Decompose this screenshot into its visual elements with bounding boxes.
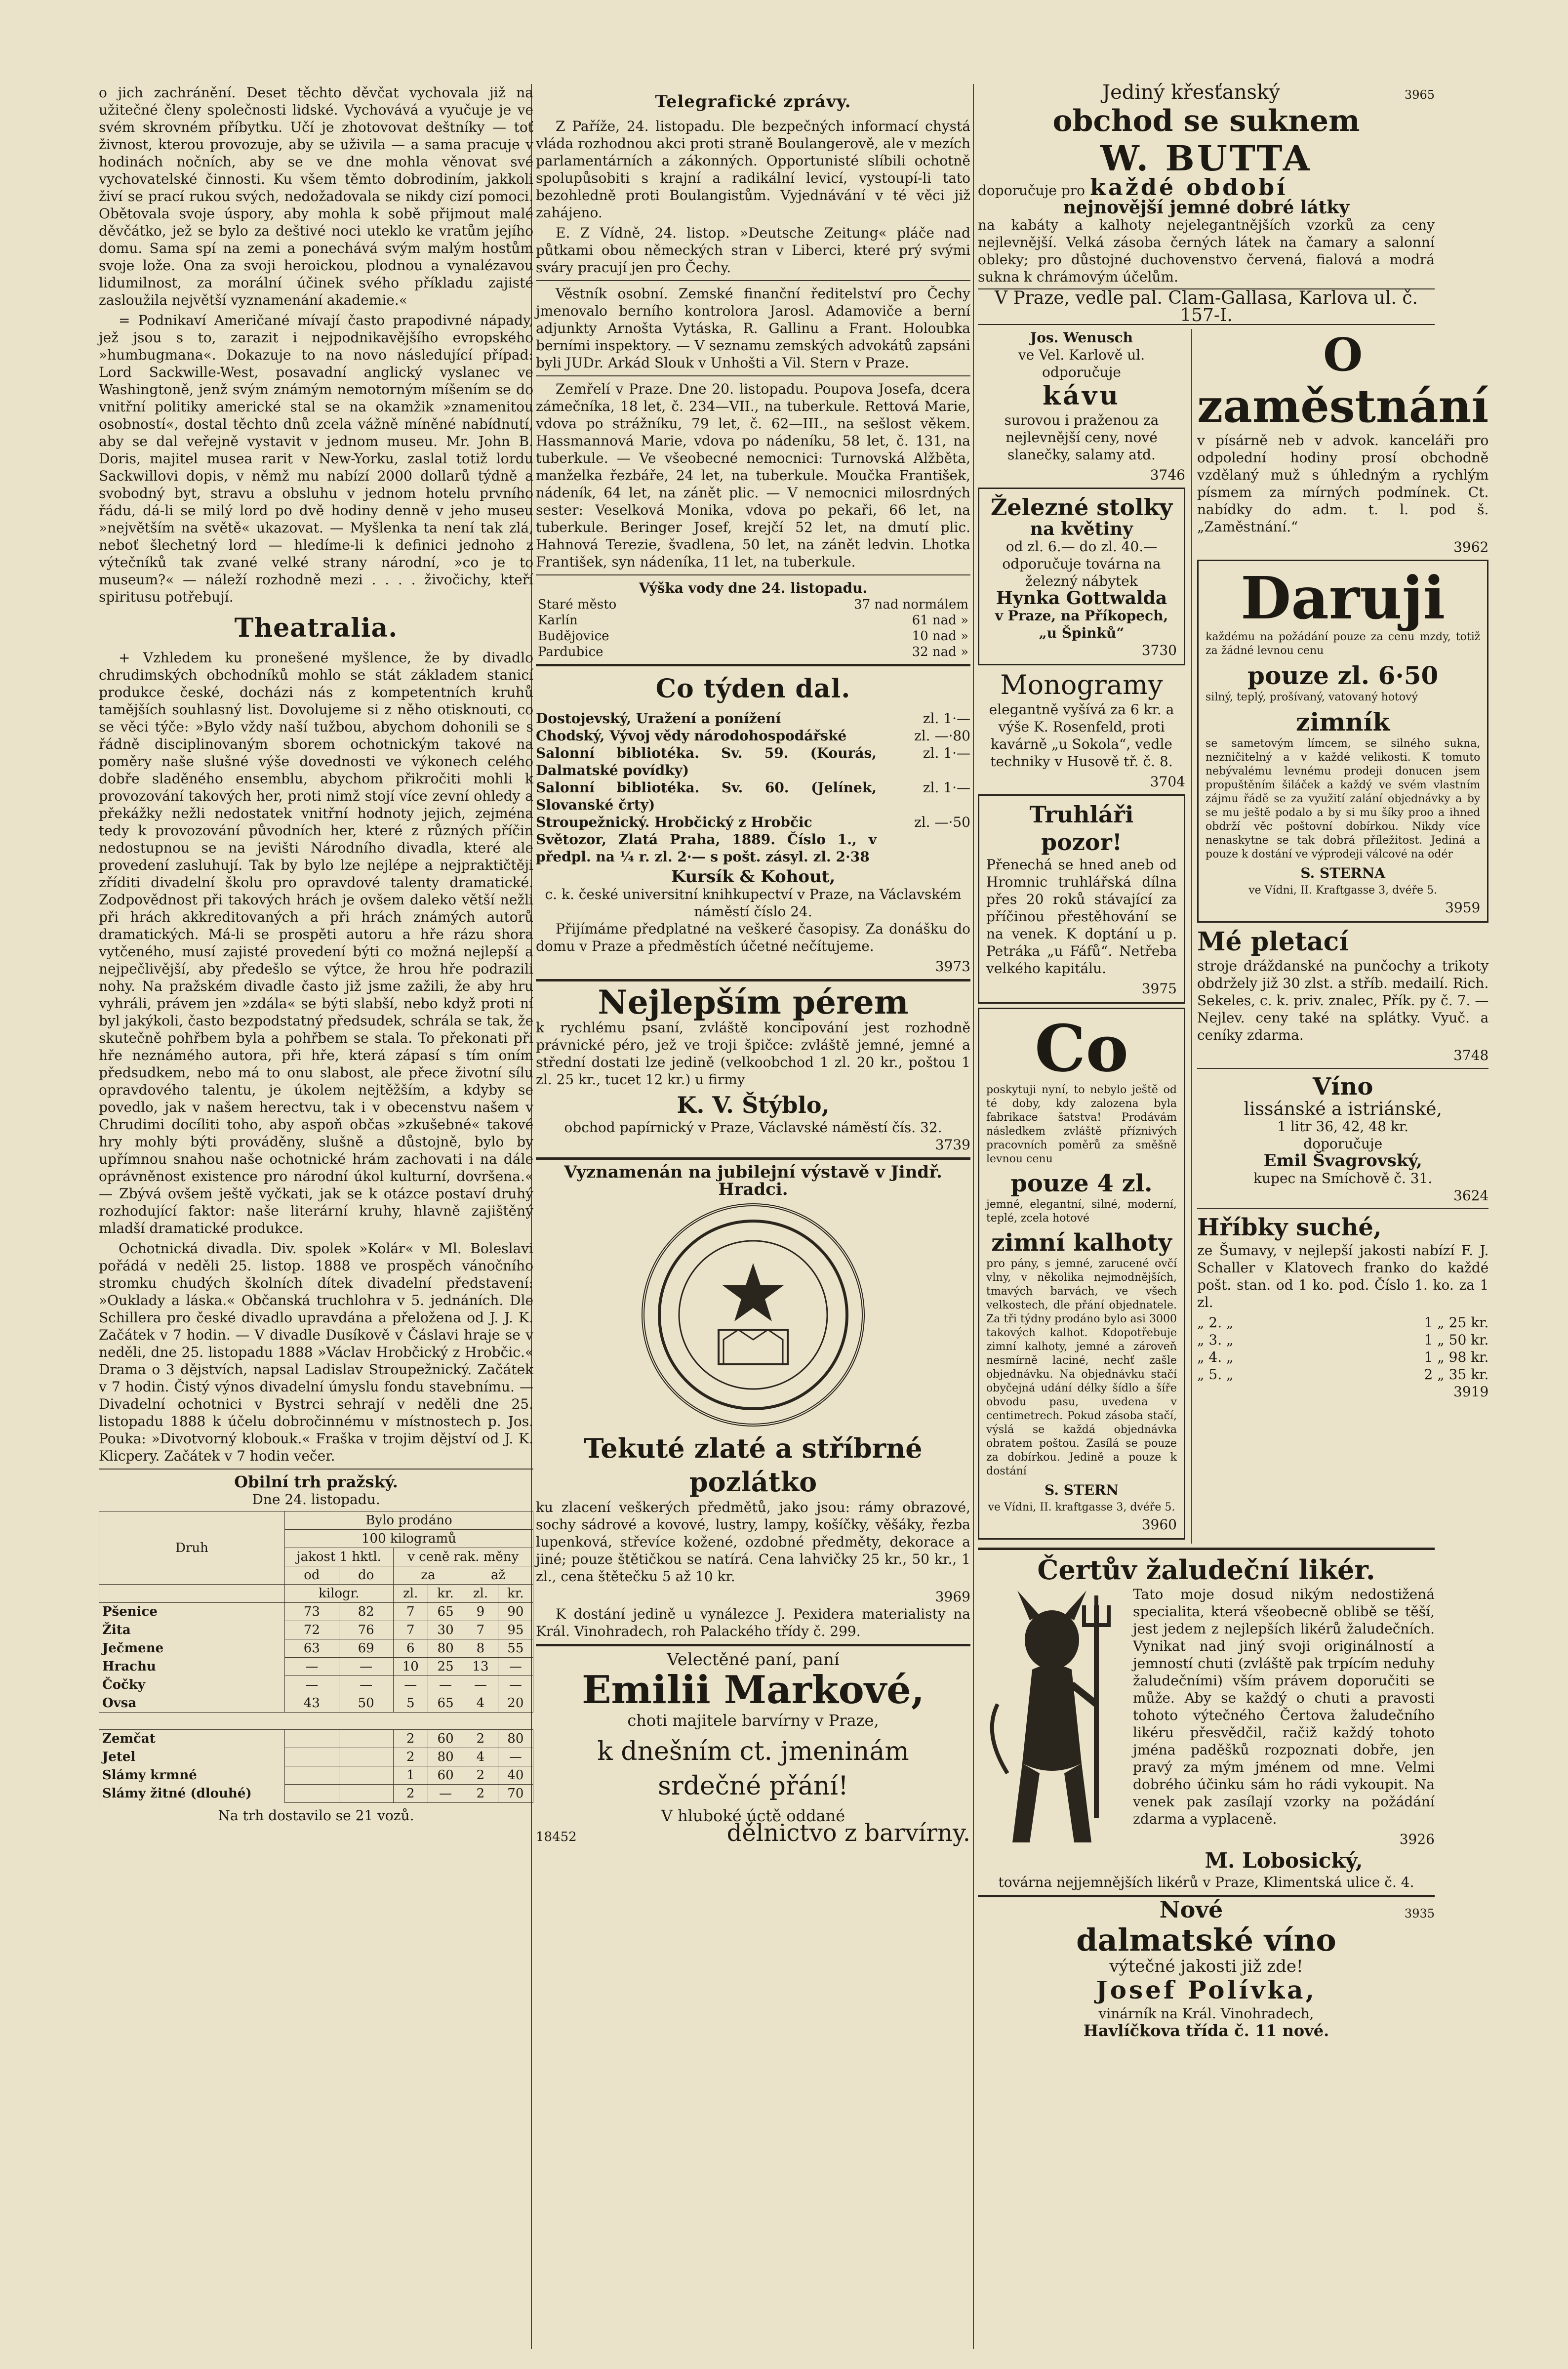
grain-value: — (284, 1676, 339, 1694)
grain-value: — (284, 1658, 339, 1676)
grain-value: 50 (339, 1694, 393, 1713)
grain-value: 7 (463, 1621, 498, 1639)
stolky-price: od zl. 6.— do zl. 40.— (1005, 538, 1158, 555)
grain-value: 1 (393, 1766, 428, 1785)
grain-row (99, 1676, 533, 1694)
grain-value (284, 1748, 339, 1766)
grain-value (339, 1748, 393, 1766)
grain-header-za: za (393, 1566, 463, 1585)
pexidera-contact: K dostání jedině u vynálezce J. Pexidera materialisty na Král. Vinohradech, roh Palackého třídy č. 299. (536, 1606, 970, 1639)
co-tyden-dal-heading: Co týden dal. (655, 674, 851, 704)
book-title: Chodský, Vývoj vědy národohospodářské (536, 728, 847, 744)
sterna-address: ve Vídni, II. Kraftgasse 3, dvéře 5. (1248, 884, 1438, 897)
hribky-row (1197, 1314, 1488, 1331)
ad-number: 3935 (1404, 1907, 1435, 1920)
kalhoty-text-1: jemné, elegantní, silné, moderní, teplé, zcela hotové (986, 1198, 1177, 1225)
grain-header-druh: Druh (99, 1511, 285, 1585)
pozlatko-ad-title: Tekuté zlaté a stříbrné pozlátko (584, 1432, 923, 1498)
grain-value (284, 1785, 339, 1803)
book-item (536, 727, 970, 744)
water-station: Karlín (538, 613, 578, 628)
hribky-number: „ 2. „ (1197, 1314, 1234, 1331)
grain-name: Slámy žitné (dlouhé) (99, 1785, 285, 1803)
grain-name: Slámy krmné (99, 1766, 285, 1785)
grain-header-do: do (339, 1566, 393, 1585)
grain-value: 80 (428, 1639, 463, 1658)
co-ad-price: pouze 4 zl. (1010, 1170, 1153, 1197)
grain-value: 70 (498, 1785, 533, 1803)
grain-value: — (393, 1676, 428, 1694)
water-station: Staré město (538, 597, 617, 612)
grain-value (339, 1766, 393, 1785)
grain-value (284, 1766, 339, 1785)
vino-title: Víno (1312, 1073, 1373, 1101)
divider (1197, 1068, 1488, 1069)
grain-row (99, 1766, 533, 1785)
grain-row (99, 1603, 533, 1621)
water-station: Budějovice (538, 629, 609, 644)
svagrovsky-address: kupec na Smíchově č. 31. (1253, 1170, 1433, 1186)
grain-value: 60 (428, 1730, 463, 1748)
grain-header-kr: kr. (498, 1585, 533, 1603)
grain-header-sold: Bylo prodáno (284, 1511, 533, 1530)
article-ochotnicka-divadla: Ochotnická divadla. Div. spolek »Kolár« v Ml. Boleslavi pořádá v neděli 25. listop. 1888 ve prospěch vánočního stromku chudých školních dítek divadelní představení: »Ouklady a láska.« Občanská truchlohra v 5. jednáních. Dle Schillera pro české divadlo upravdána a přeložena od J. J. K. Začátek v 7 hodin. — V divadle Dusíkově v Čáslavi hraje se v neděli, dne 25. listopadu 1888 »Václav Hrobčický z Hrobčic.« Drama o 3 dějstvích, napsal Ladislav Stroupežnický. Začátek v 7 hodin. Čistý výnos divadelní úmyslu fondu stavebnímu. — Divadelní ochotnici v Bystrci sehrají v neděli dne 25. listopadu 1888 k účelu dobročinnému v místnostech p. Jos. Pouka: »Divotvorný klobouk.« Fraška v trojim dějství od J. K. Klicpery. Začátek v 7 hodin večer. (99, 1240, 533, 1464)
ad-number: 3960 (1141, 1516, 1177, 1533)
svagrovsky-name: Emil Švagrovský, (1263, 1151, 1422, 1171)
hribky-number: „ 4. „ (1197, 1349, 1234, 1365)
grain-name: Čočky (99, 1676, 285, 1694)
section-theatralia-heading: Theatralia. (234, 613, 398, 643)
article-theatralia: + Vzhledem ku pronešené myšlence, že by divadlo chrudimských obchodníků mohlo se stát základem stanicí produkce české, docházi nás z kompetentních kruhů tamějších souhlasný list. Dovolujeme si z něho otisknouti, co se věci týče: »Bylo vždy naší tužbou, abychom dohonili se s řádně disciplinovaným sborem ochotnickým takové na poměry naše slušné výše dovednosti ve výkonech celého dobře sladěného ensemblu, abychom přikročiti mohli k provozování takových her, proti nimž stojí více zevní ohledy a překážky nežli nedostatek vnitřní hodnoty jejich, zejména tedy k provozování původních her, které z různých příčin nedostupnou se na jevišti Národního divadla, které ale provedení zasluhují. Tak by bylo lze nejlépe a nejpraktičtěji zříditi divadelní školu pro opravdové talenty dramatické. Zodpovědnost při takových hrách je ovšem daleko větší nežli při hrách akkreditovaných a při hrách známých autorů dramatických. Má-li se prospěti autoru a hře rázu shora vytčeného, musí zajisté provedení býti co možná nejlepší a nejpečlivější, aby předešlo se výtce, že hrou hře podrazili nohy. Na pražském divadle často již jsme zažili, že aby hru vyhráli, právem jen »zdála« se býti slabší, nebo když proti ní byl jakýkoli, často bezpodstatný předsudek, schrála se tak, že skutečně pohřbem byla a pohřbem se stala. To překonati při hře neznámého autora, při hře, která zápasí s tím oním předsudkem, nebo má to onu slabost, ale přece životní sílu opravdového talentu, je úkolem nejtěžším, a kdyby se povedlo, jak v našem herectvu, tak i v obecenstvu našem v Chrudimi docíliti toho, aby aspoň občas »zkušebné« takové hry mohly býti prováděny, slušně a důstojně, bylo by upřímnou snahou naše ochotnické hrám zachovati i na dále oprávněnost existence pro národní úkol kulturní, dovršena.« — Zbývá ovšem ještě vyčkati, jak se k otázce postaví druhý rozhodující faktor: naše literární kruhy, hlavně zajištěný mladší dramatické produkce. (99, 650, 533, 1236)
grain-name: Ječmene (99, 1639, 285, 1658)
water-level: 32 nad » (912, 645, 968, 659)
book-title: Světozor, Zlatá Praha, 1889. Číslo 1., v předpl. na ¼ r. zl. 2·— s pošt. zásyl. zl. 2·38 (536, 831, 877, 865)
grain-value: 80 (498, 1730, 533, 1748)
stolky-firm: Hynka Gottwalda (996, 588, 1167, 609)
zimni-kalhoty-title: zimní kalhoty (991, 1229, 1172, 1257)
grain-value: 55 (498, 1639, 533, 1658)
butta-latky: nejnovější jemné dobré látky (1063, 197, 1350, 218)
grain-value: 4 (463, 1694, 498, 1713)
grain-row (99, 1694, 533, 1713)
book-item (536, 744, 970, 779)
grain-market-date: Dne 24. listopadu. (252, 1491, 380, 1508)
book-item (536, 814, 970, 831)
book-title: Dostojevský, Uražení a ponížení (536, 710, 781, 727)
book-title: Stroupežnický. Hrobčický z Hrobčic (536, 814, 812, 830)
water-level: 37 nad normálem (854, 597, 968, 612)
monogramy-text: elegantně vyšívá za 6 kr. a výše K. Rosenfeld, proti kavárně „u Sokola“, vedle techniky v Husově tř. č. 8. (989, 701, 1174, 770)
kursik-address: c. k. české universitní knihkupectví v Praze, na Václavském náměstí číslo 24. (545, 886, 962, 920)
wenusch-text: surovou i praženou za nejlevnější ceny, nové slanečky, salamy atd. (1004, 412, 1159, 463)
ad-number: 3919 (1453, 1384, 1489, 1400)
ad-number: 3926 (1399, 1831, 1435, 1847)
water-level-table (536, 597, 970, 660)
book-price: zl. 1·— (923, 710, 970, 727)
vino-sub: lissánské a istriánské, (1244, 1099, 1442, 1119)
grain-header-od: od (284, 1566, 339, 1585)
grain-value: — (498, 1658, 533, 1676)
hribky-price: 1 „ 98 kr. (1424, 1349, 1489, 1365)
grain-value: 2 (393, 1785, 428, 1803)
co-ad-text: poskytuji nyní, to nebylo ještě od té doby, kdy zalozena byla fabrikace šatstva! Prodávám následkem zvláště příznivých pracovních poměrů za směšně levnou cenu (986, 1084, 1177, 1165)
grain-value: 8 (463, 1639, 498, 1658)
greeting-signature: dělnictvo z barvírny. (726, 1819, 970, 1847)
monogramy-title: Monogramy (1000, 669, 1163, 700)
grain-value: 2 (463, 1785, 498, 1803)
ad-number: 3704 (1150, 774, 1185, 790)
greeting-wish-1: k dnešním ct. jmeninám (597, 1737, 909, 1766)
grain-header-100kg: 100 kilogramů (284, 1530, 533, 1548)
kalhoty-text-2: pro pány, s jemné, zarucené ovčí vlny, v několika nejmodnějších, tmavých barvách, ve všech velkostech, dle přání objednatele. Za tři týdny prodáno bylo asi 3000 takových kalhot. Kdopotřebuje zimní kalhoty, jemné a zároveň nesmírně laciné, nechť zašle objednávku. Na objednávku stačí obyčejná udání délky šídlo a šíře obvodu pasu, uvedena v centimetrech. Pokud zásoba stačí, výslá se každá objednávka obratem poštou. Zasílá se pouze za dobírkou. Jedině a pouze k dostání (986, 1258, 1177, 1477)
divider (536, 280, 970, 281)
divider (978, 1548, 1435, 1550)
book-item (536, 831, 970, 865)
grain-header-quality: jakost 1 hktl. (284, 1548, 393, 1566)
zimnik-text-1: silný, teplý, prošívaný, vatovaný hotový (1206, 691, 1418, 703)
grain-name: Žita (99, 1621, 285, 1639)
grain-value: 73 (284, 1603, 339, 1621)
book-title: Salonní bibliotéka. Sv. 59. (Kourás, Dalmatské povídky) (536, 745, 877, 778)
lobosicky-name: M. Lobosický, (1205, 1848, 1363, 1873)
grain-value: 2 (463, 1730, 498, 1748)
column-2 (536, 84, 970, 2354)
polivka-sub: vinárník na Král. Vinohradech, (1098, 2005, 1314, 2022)
wenusch-kavu: kávu (1043, 381, 1121, 411)
hribky-number: „ 5. „ (1197, 1366, 1234, 1383)
pletaci-title: Mé pletací (1197, 927, 1349, 957)
stolky-text: odporučuje továrna na železný nábytek (1002, 556, 1161, 589)
daruji-text: každému na požádání pouze za cenu mzdy, totiž za žádné levnou cenu (1206, 631, 1481, 657)
grain-value: 25 (428, 1658, 463, 1676)
kursik-kohout-firm: Kursík & Kohout, (671, 867, 836, 887)
grain-value: 82 (339, 1603, 393, 1621)
pero-ad-text: k rychlému psaní, zvláště koncipování jest rozhodně právnické péro, jež ve troji špičce: zvláště jemné, jemné a střední dostati lze jedině (velkoobchod 1 zl. 20 kr., poštou 1 zl. 25 kr., tucet 12 kr.) u firmy (536, 1020, 970, 1088)
grain-name: Jetel (99, 1748, 285, 1766)
grain-header-price: v ceně rak. měny (393, 1548, 533, 1566)
grain-market-table (99, 1511, 533, 1803)
hribky-row (1197, 1331, 1488, 1348)
stolky-address: v Praze, na Příkopech, „u Špinků“ (995, 608, 1168, 641)
lobosicky-address: továrna nejjemnějších likérů v Praze, Klimentská ulice č. 4. (998, 1874, 1414, 1890)
grain-value: 90 (498, 1603, 533, 1621)
grain-value: 4 (463, 1748, 498, 1766)
grain-value: 2 (393, 1730, 428, 1748)
grain-header-az: až (463, 1566, 533, 1585)
book-price: zl. 1·— (923, 779, 970, 796)
greeting-subtitle: choti majitele barvírny v Praze, (627, 1711, 879, 1730)
devil-illustration (978, 1586, 1126, 1862)
grain-row (99, 1730, 533, 1748)
water-level: 10 nad » (912, 629, 968, 644)
zimnik-title: zimník (1296, 707, 1390, 736)
stolky-sub: na květiny (1030, 519, 1133, 539)
article-zachraneni: o jich zachránění. Deset těchto děvčat vychovala již na užitečné členy společnosti lidské. Vychovává a vyučuje je ve svém skrovném příbytku. Učí je zhotovovat deštníky — toť živnost, kterou provozuje, aby se uživila — a sama pracuje v hodinách nočních, aby se ve dne mohla věnovat své vychovatelské činnosti. Ku všem těmto dobrodiním, jakkoli živí se prací rukou svých, nedožadovala se nikdy cizí pomoci. Obětovala svoje úspory, aby mohla k sobě přijmout malé děvčátko, jež se bylo za deštivé noci uteklo ke vratům jejího domu. Sama spí na zemi a ponechává svým malým hostům svoje lože. Ona za svoji heroickou, plodnou a vynalézavou lidumilnost, za morální účinek svého příkladu zajisté zasloužila největší vyznamenání akademie.« (99, 84, 533, 308)
water-row (536, 628, 970, 644)
grain-value: 95 (498, 1621, 533, 1639)
divider (536, 375, 970, 376)
butta-address: V Praze, vedle pal. Clam-Gallasa, Karlova ul. č. 157-I. (978, 288, 1435, 325)
truhlari-title: Truhláři pozor! (1029, 801, 1134, 856)
grain-value: — (428, 1785, 463, 1803)
zamestnani-title: O zaměstnání (1197, 328, 1489, 433)
grain-value: 5 (393, 1694, 428, 1713)
grain-value (339, 1785, 393, 1803)
grain-value: 2 (463, 1766, 498, 1785)
vino-price: 1 litr 36, 42, 48 kr. (1277, 1118, 1409, 1135)
medal-icon (654, 1216, 852, 1414)
column-1 (99, 84, 533, 2354)
grain-name: Hrachu (99, 1658, 285, 1676)
vino-dop: doporučuje (1303, 1136, 1383, 1152)
article-podnikavi-americane: = Podnikaví Američané mívají často prapodivné nápady, jež jsou s to, zarazit i nejpodnikavějšího evropského »humbugmana«. Dokazuje to na novo následující případ: Lord Sackwille-West, posavadní anglický vyslanec ve Washingtoně, jenž svým známým nemotorným míšením se do vnitřní politiky americké stal se na okamžik »znamenitou osobností«, dostal těchto dnů zcela vážně míněné nabídnutí, aby se dal veřejně vystavit v jednom museu. Mr. John B. Doris, majitel musea rarit v New-Yorku, zaslal totiž lordu Sackwillovi dopis, v němž mu nabízí 2000 dollarů týdně a svobodný byt, stravu a obsluhu v jednom hotelu prvního řádu, dá-li se milý lord po dvě hodiny denně v jeho museu »největším na světě« ukazovat. — Myšlenka ta není tak zlá, neboť šlechetný lord — hledíme-li k definici jednoho z výtečníků tak zvané velké strany národní, »co je to museum?« — náleží rozhodně mezi . . . . živočichy, kteří spiritusu potřebují. (99, 312, 533, 605)
greeting-name: Emilii Markové, (582, 1668, 925, 1713)
ad-number: 3739 (935, 1137, 970, 1153)
grain-header-kg: kilogr. (284, 1585, 393, 1603)
ad-number: 3969 (935, 1589, 970, 1605)
grain-name: Pšenice (99, 1603, 285, 1621)
grain-value: 76 (339, 1621, 393, 1639)
water-row (536, 597, 970, 613)
deaths-in-prague: Zemřelí v Praze. Dne 20. listopadu. Poupova Josefa, dcera zámečníka, 18 let, č. 234—VII., na tuberkule. Rettová Marie, vdova po strážníku, 79 let, č. 62—III., na sešlost věkem. Hassmannová Marie, vdova po nádeníku, 58 let, č. 131, na tuberkule. — Ve všeobecné nemocnici: Turnovská Alžběta, manželka řezbáře, 24 let, na tuberkule. Moučka František, nádeník, 64 let, na zánět plic. — V nemocnici milosrdných sester: Veselková Monika, vdova po pekaři, 66 let, na tuberkule. Beringer Josef, krejčí 52 let, na dmutí plic. Hahnová Terezie, švadlena, 50 let, na zánět ledvin. Lhotka František, syn nádeníka, 11 let, na tuberkule. (536, 381, 970, 570)
divider (1197, 1208, 1488, 1209)
pletaci-text: stroje dráždanské na punčochy a trikoty obdržely již 30 zlst. a stříb. medailí. Rich. Sekeles, c. k. priv. znalec, Přík. py č. 7. — Nejlev. ceny také na splátky. Vyuč. a ceníky zdarma. (1197, 958, 1489, 1043)
grain-value: — (498, 1676, 533, 1694)
grain-row (99, 1658, 533, 1676)
grain-row (99, 1621, 533, 1639)
grain-value: 10 (393, 1658, 428, 1676)
pero-ad-title: Nejlepším pérem (598, 983, 909, 1021)
exhibition-medal-emblem (642, 1203, 865, 1427)
grain-value: 7 (393, 1603, 428, 1621)
sterna-name: S. STERNA (1300, 865, 1386, 881)
grain-name: Ovsa (99, 1694, 285, 1713)
greeting-salutation: Velectěné paní, paní (667, 1650, 840, 1670)
grain-value: 43 (284, 1694, 339, 1713)
grain-value: 30 (428, 1621, 463, 1639)
dalmatske-vino-title: dalmatské víno (1076, 1922, 1336, 1958)
ad-number: 3965 (1404, 88, 1435, 102)
grain-value: — (498, 1748, 533, 1766)
ad-number: 3973 (935, 958, 970, 975)
telegraph-news-heading: Telegrafické zprávy. (655, 92, 851, 112)
exhibition-award-line: Vyznamenán na jubilejní výstavě v Jindř. Hradci. (564, 1162, 942, 1199)
sstern-name: S. STERN (1045, 1482, 1119, 1498)
grain-value: 13 (463, 1658, 498, 1676)
co-ad-title: Co (1034, 1011, 1129, 1086)
hribky-price: 1 „ 50 kr. (1424, 1332, 1489, 1348)
grain-row (99, 1639, 533, 1658)
wenusch-sub: ve Vel. Karlově ul. odporučuje (1018, 347, 1145, 380)
butta-kazde-obdobi: každé období (1090, 174, 1288, 201)
dalmatske-vino-sub: výtečné jakosti již zde! (1109, 1957, 1303, 1976)
ad-number: 3748 (1453, 1047, 1489, 1063)
pozlatko-ad-text: ku zlacení veškerých předmětů, jako jsou: rámy obrazové, sochy sádrové a kovové, lustry, lampy, košíčky, věšáky, řezba lupenková, střevíce kožené, ozdobné předměty, dekorace a jiné; pouze štětičkou se natírá. Cena lahvičky 25 kr., 50 kr., 1 zl., cena štětečku 5 až 10 kr. (536, 1499, 970, 1585)
stolky-title: Železné stolky (990, 494, 1173, 521)
column-rule-2 (973, 84, 974, 2349)
butta-top-line: Jediný křesťanský (1102, 81, 1280, 104)
divider (536, 574, 970, 575)
zamestnani-text: v písárně neb v advok. kanceláři pro odpolední hodiny prosí obchodně vzdělaný muž s úhledným a rychlým písmem za mírných podmínek. Ct. nabídky do adm. t. l. pod š. „Zaměstnání.“ (1197, 432, 1489, 535)
column-3 (978, 81, 1489, 2354)
grain-value: — (339, 1658, 393, 1676)
grain-market-title: Obilní trh pražský. (234, 1472, 398, 1491)
ad-number: 3959 (1445, 899, 1481, 916)
truhlari-text: Přenechá se hned aneb od Hromnic truhlářská dílna přes 20 roků stávající za příčinou přestěhování se na venek. K doptání u p. Petráka „u Fáfů“. Netřeba velkého kapitálu. (986, 857, 1177, 977)
ad-number: 3730 (1141, 642, 1177, 658)
water-level: 61 nad » (912, 613, 968, 628)
hribky-row (1197, 1366, 1488, 1383)
grain-row (99, 1785, 533, 1803)
ad-number: 3624 (1453, 1187, 1489, 1204)
butta-text: na kabáty a kalhoty nejelegantnějších vzorků za ceny nejlevnější. Velká zásoba černých látek na čamary a salonní obleky; pro důstojné duchovenstvo červená, fialová a modrá sukna k chrámovým účelům. (978, 217, 1435, 285)
grain-header-kr: kr. (428, 1585, 463, 1603)
divider (536, 664, 970, 666)
daruji-price: pouze zl. 6·50 (1247, 661, 1439, 690)
hribky-price-list (1197, 1314, 1488, 1383)
divider (99, 1469, 533, 1470)
personal-bulletin: Věstník osobní. Zemské finanční ředitelství pro Čechy jmenovalo berního kontrolora Jarosl. Adamoviče a berní adjunkty Arnošta Vytáska, R. Gallinu a Frant. Holoubka berními inspektory. — V seznamu zemských advokátů zapsáni byli JUDr. Arkád Slouk v Unhošti a Vil. Stern v Praze. (536, 286, 970, 371)
grain-rows (99, 1603, 533, 1803)
grain-value: — (339, 1676, 393, 1694)
book-item (536, 710, 970, 727)
grain-value: 9 (463, 1603, 498, 1621)
divider (536, 1644, 970, 1646)
grain-value: 40 (498, 1766, 533, 1785)
grain-value: 2 (393, 1748, 428, 1766)
hribky-title: Hříbky suché, (1197, 1214, 1382, 1241)
book-price: zl. —·50 (914, 814, 970, 830)
grain-name: Zemčat (99, 1730, 285, 1748)
grain-value (284, 1730, 339, 1748)
daruji-title: Daruji (1241, 564, 1446, 632)
ad-number: 3962 (1453, 539, 1489, 555)
styblo-address: obchod papírnický v Praze, Václavské náměstí čís. 32. (564, 1119, 942, 1136)
grain-value: 20 (498, 1694, 533, 1713)
grain-value: 7 (393, 1621, 428, 1639)
hribky-row (1197, 1348, 1488, 1366)
grain-value: 65 (428, 1694, 463, 1713)
water-level-title: Výška vody dne 24. listopadu. (639, 580, 868, 596)
ad-number: 3975 (1141, 980, 1177, 997)
book-price (877, 831, 970, 865)
grain-header-zl: zl. (463, 1585, 498, 1603)
water-row (536, 644, 970, 660)
zimnik-text-2: se sametovým límcem, se silného sukna, nezničitelný a v každé velikosti. K tomuto nebývalému levnému prodeji donucen jsem propuštěním šiláček a každý ve svém vlastním zájmu řádě se za využití zalání objednávky a by se mu ještě podalo a by si mu šíky proo a ihned obdrží věc poštovní dobírkou. Nikdy více nenaskytne se tak dobrá příležitost. Jediná a pouze k dostání ve výprodeji válcové na odér (1206, 737, 1481, 860)
greeting-wish-2: srdečné přání! (658, 1771, 848, 1801)
water-row (536, 613, 970, 628)
devil-icon (978, 1586, 1126, 1862)
grain-value: 69 (339, 1639, 393, 1658)
telegraph-paris: Z Paříže, 24. listopadu. Dle bezpečných informací chystá vláda rozhodnou akci proti straně Boulangerově, ale v mezích parlamentárních a zákonných. Opportunisté slíbili ochotně spolupůsobiti s krajní a radikální levicí, vystoupí-li tato bezohledně proti Boulangistům. Vyjednávání v té věci již zahájeno. (536, 118, 970, 221)
water-station: Pardubice (538, 645, 603, 659)
butta-doporucuje: doporučuje pro (978, 182, 1086, 199)
book-price: zl. 1·— (923, 745, 970, 761)
hribky-number: „ 3. „ (1197, 1332, 1234, 1348)
nove-label: Nové (1159, 1896, 1223, 1923)
greeting-respect: V hluboké úctě oddané (661, 1806, 845, 1825)
hribky-price: 1 „ 25 kr. (1424, 1314, 1489, 1331)
book-item (536, 779, 970, 814)
grain-row (99, 1748, 533, 1766)
grain-value: — (463, 1676, 498, 1694)
grain-value: 65 (428, 1603, 463, 1621)
hribky-price: 2 „ 35 kr. (1424, 1366, 1489, 1383)
butta-name: W. BUTTA (1100, 138, 1312, 179)
grain-value: 6 (393, 1639, 428, 1658)
certuv-likér-title: Čertův žaludeční likér. (1037, 1554, 1375, 1586)
wenusch-name: Jos. Wenusch (1030, 329, 1133, 346)
grain-value: 80 (428, 1748, 463, 1766)
certuv-text: Tato moje dosud nikým nedostižená specialita, která všeobecně oblibě se těší, jest jedem z nejlepších likérů žaludečních. Vynikat nad jiný svoji originálností a jemností chuti (zvláště pak trpícím neduhy žaludečními) vším právem doporučiti se může. Aby se každý o chuti a pravosti tohoto výtečného Čertova žaludečního likéru přesvědčil, račiž každý tohoto jména paděšků rozpoznati dobře, jen pravý za mým jménem od mne. Velmi dobrého účinku sám ho rádi vykoupit. Na venek pak zasílají vzorky na požádání zdarma a vyplaceně. (1133, 1586, 1435, 1827)
telegraph-vienna: E. Z Vídně, 24. listop. »Deutsche Zeitung« pláče nad půtkami obou německých stran v Liberci, které prý svými sváry pracují jen pro Čechy. (536, 225, 970, 276)
grain-value: 72 (284, 1621, 339, 1639)
polivka-name: Josef Polívka, (1096, 1975, 1317, 2004)
grain-value: 63 (284, 1639, 339, 1658)
polivka-address: Havlíčkova třída č. 11 nové. (1083, 2021, 1329, 2040)
grain-market-note: Na trh dostavilo se 21 vozů. (218, 1807, 414, 1824)
butta-obchod: obchod se suknem (1052, 104, 1360, 138)
ad-number: 18452 (536, 1830, 577, 1844)
styblo-firm: K. V. Štýblo, (677, 1092, 830, 1118)
grain-value (339, 1730, 393, 1748)
sstern-address: ve Vídni, II. kraftgasse 3, dvéře 5. (988, 1501, 1175, 1513)
grain-value: 60 (428, 1766, 463, 1785)
divider (536, 979, 970, 981)
ad-number: 3746 (1150, 467, 1185, 483)
book-title: Salonní bibliotéka. Sv. 60. (Jelínek, Slovanské črty) (536, 779, 877, 813)
kursik-subscription-note: Přijímáme předplatné na veškeré časopisy. Za donášku do domu v Praze a předměstích účetné nečítujeme. (536, 921, 970, 954)
books-list (536, 710, 970, 865)
grain-header-zl: zl. (393, 1585, 428, 1603)
hribky-text: ze Šumavy, v nejlepší jakosti nabízí F. J. Schaller v Klatovech franko do každé pošt. stan. od 1 ko. pod. Číslo 1. ko. za 1 zl. (1197, 1242, 1489, 1310)
divider (536, 1157, 970, 1160)
grain-value: — (428, 1676, 463, 1694)
book-price: zl. —·80 (914, 728, 970, 744)
